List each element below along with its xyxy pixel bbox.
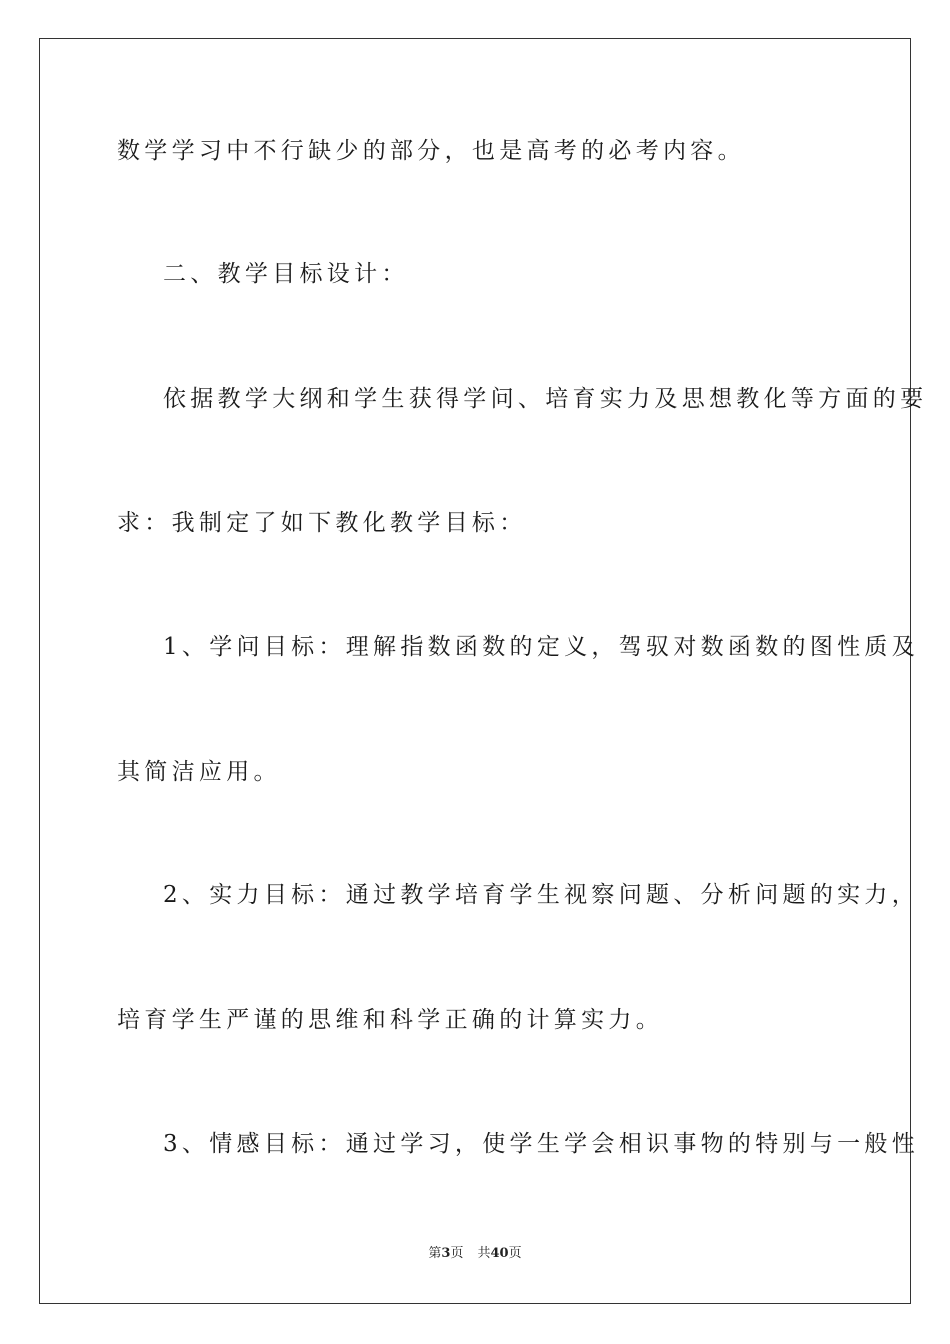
section-heading-teaching-goals: 二、教学目标设计： [163, 261, 409, 287]
footer-total-pages: 40 [490, 1246, 509, 1261]
footer-page-suffix: 页 [450, 1246, 464, 1261]
goal-ability-line-2: 培育学生严谨的思维和科学正确的计算实力。 [117, 1007, 663, 1033]
footer-page-prefix: 第 [428, 1246, 442, 1261]
footer-total-prefix: 共 [477, 1246, 491, 1261]
goal-emotion-line-1: 3、情感目标：通过学习，使学生学会相识事物的特别与一般性 [163, 1131, 920, 1157]
page-border [39, 38, 911, 1304]
footer-total-suffix: 页 [508, 1246, 522, 1261]
paragraph-line-1: 数学学习中不行缺少的部分，也是高考的必考内容。 [117, 138, 745, 164]
goal-knowledge-line-1: 1、学问目标：理解指数函数的定义，驾驭对数函数的图性质及 [163, 634, 920, 660]
paragraph-line-4: 求：我制定了如下教化教学目标： [117, 510, 527, 536]
goal-knowledge-line-2: 其简洁应用。 [117, 759, 281, 785]
page-footer [0, 1245, 950, 1263]
paragraph-line-3: 依据教学大纲和学生获得学问、培育实力及思想教化等方面的要 [163, 386, 928, 412]
footer-page-number: 3 [441, 1246, 451, 1261]
goal-ability-line-1: 2、实力目标：通过教学培育学生视察问题、分析问题的实力， [163, 882, 920, 908]
